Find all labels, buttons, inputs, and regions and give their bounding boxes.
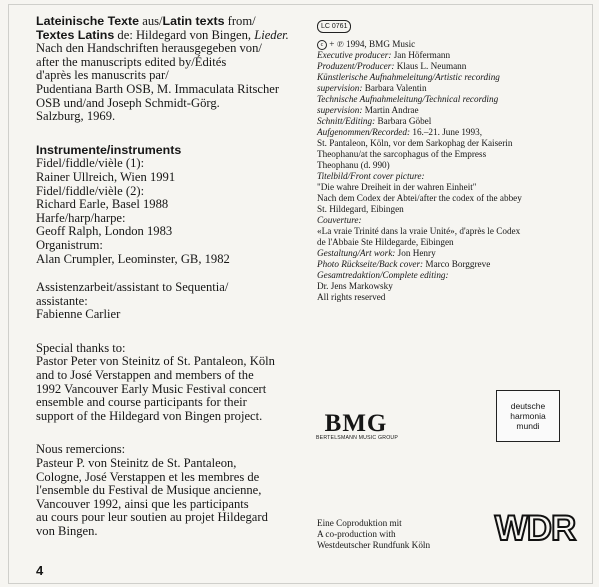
credit-value: Marco Borggreve: [423, 259, 491, 269]
copyright-line: [317, 39, 587, 50]
credit-line: [317, 204, 587, 215]
text-line: and to José Verstappen and members of the: [36, 368, 254, 383]
credit-line: [317, 61, 587, 72]
text-line: Pastor Peter von Steinitz of St. Pantaleon, Köln: [36, 354, 275, 369]
text-line: Richard Earle, Basel 1988: [36, 197, 169, 212]
credit-value: All rights reserved: [317, 292, 386, 302]
credit-value: Nach dem Codex der Abtei/after the codex of the abbey: [317, 193, 522, 203]
credit-line: [317, 182, 587, 193]
text-line: Rainer Ullreich, Wien 1991: [36, 169, 176, 184]
credit-line: [317, 149, 587, 160]
credit-value: Jon Henry: [395, 248, 436, 258]
text-line: Eine Coproduktion mit: [317, 518, 402, 528]
text-line: d'après les manuscrits par/: [36, 68, 169, 83]
right-column: [317, 15, 587, 303]
credit-role: Künstlerische Aufnahmeleitung/Artistic recording: [317, 72, 500, 82]
credit-value: Dr. Jens Markowsky: [317, 281, 393, 291]
page-number: 4: [36, 563, 44, 578]
text-line: Assistenzarbeit/assistant to Sequentia/: [36, 280, 229, 295]
credit-line: [317, 116, 587, 127]
latin-texts-from: from/: [224, 14, 256, 28]
bmg-logo: [316, 410, 399, 442]
credit-value: «La vraie Trinité dans la vraie Unité», d'après le Codex: [317, 226, 521, 236]
credit-value: St. Pantaleon, Köln, vor dem Sarkophag der Kaiserin: [317, 138, 513, 148]
text-line: von Bingen.: [36, 524, 98, 538]
text-line: ensemble and course participants for their: [36, 395, 247, 410]
credit-role: Titelbild/Front cover picture:: [317, 171, 425, 181]
credit-value: Barbara Valentin: [362, 83, 427, 93]
text-line: l'ensemble du Festival de Musique ancienne,: [36, 483, 262, 498]
instruments-block: [36, 144, 306, 266]
latin-texts-label: Lateinische Texte: [36, 14, 140, 28]
credit-value: de l'Abbaie Ste Hildegarde, Eibingen: [317, 237, 454, 247]
credit-line: [317, 94, 587, 105]
credit-value: Jan Höfermann: [391, 50, 451, 60]
text-line: Special thanks to:: [36, 340, 126, 355]
text-line: Cologne, José Verstappen et les membres de: [36, 469, 260, 484]
text-line: Geoff Ralph, London 1983: [36, 224, 173, 239]
credit-role: Gestaltung/Art work:: [317, 248, 396, 258]
credit-line: [317, 237, 587, 248]
latin-texts-label-en: Latin texts: [162, 14, 225, 28]
credit-line: [317, 248, 587, 259]
credits-block: [317, 39, 587, 303]
credit-line: [317, 127, 587, 138]
credit-value: Klaus L. Neumann: [394, 61, 467, 71]
text-line: 1992 Vancouver Early Music Festival concert: [36, 381, 267, 396]
text-line: Fidel/fiddle/vièle (1):: [36, 156, 145, 171]
copyright-text: + ℗ 1994, BMG Music: [329, 39, 416, 49]
text-line: A co-production with: [317, 529, 396, 539]
credit-value: St. Hildegard, Eibingen: [317, 204, 404, 214]
credit-line: [317, 138, 587, 149]
thanks-en-block: [36, 342, 306, 424]
text-line: Alan Crumpler, Leominster, GB, 1982: [36, 251, 230, 266]
credit-role: Schnitt/Editing:: [317, 116, 376, 126]
text-line: assistante:: [36, 293, 88, 308]
text-line: Pasteur P. von Steinitz de St. Pantaleon,: [36, 456, 237, 471]
text-line: Nous remercions:: [36, 442, 126, 457]
credit-line: [317, 50, 587, 61]
text-line: support of the Hildegard von Bingen project.: [36, 408, 263, 423]
credit-value: Barbara Göbel: [375, 116, 432, 126]
credit-line: [317, 259, 587, 270]
credit-role: Produzent/Producer:: [317, 61, 395, 71]
latin-texts-block: [36, 15, 306, 124]
latin-texts-lieder: Lieder.: [254, 27, 289, 42]
credit-line: [317, 72, 587, 83]
credit-role: Photo Rückseite/Back cover:: [317, 259, 424, 269]
label-code-badge: [317, 20, 351, 33]
latin-texts-label-fr: Textes Latins: [36, 27, 115, 42]
credit-value: Theophanu (d. 990): [317, 160, 390, 170]
credit-line: [317, 171, 587, 182]
credit-line: [317, 105, 587, 116]
latin-texts-sep: aus/: [139, 14, 163, 28]
credit-role: supervision:: [317, 105, 363, 115]
instruments-heading: Instrumente/instruments: [36, 142, 182, 157]
assistant-block: [36, 281, 306, 322]
thanks-fr-block: [36, 443, 306, 538]
text-line: Organistrum:: [36, 237, 103, 252]
text-line: Fidel/fiddle/vièle (2):: [36, 183, 145, 198]
logo-line: mundi: [516, 421, 540, 431]
credit-role: Gesamtredaktion/Complete editing:: [317, 270, 449, 280]
credit-role: Aufgenommen/Recorded:: [317, 127, 411, 137]
credit-role: Technische Aufnahmeleitung/Technical recording: [317, 94, 499, 104]
text-line: Vancouver 1992, ainsi que les participants: [36, 496, 249, 511]
label-code-text: LC 0761: [321, 23, 348, 30]
harmonia-mundi-logo: [496, 390, 560, 442]
latin-texts-source: de: Hildegard von Bingen,: [114, 27, 255, 42]
left-column: [36, 15, 306, 559]
logo-line: deutsche: [510, 401, 546, 411]
text-line: OSB und/and Joseph Schmidt-Görg.: [36, 95, 220, 110]
credit-line: [317, 160, 587, 171]
text-line: Fabienne Carlier: [36, 307, 121, 322]
credit-role: Couverture:: [317, 215, 362, 225]
credit-line: [317, 83, 587, 94]
text-line: after the manuscripts edited by/Édités: [36, 54, 227, 69]
credit-line: [317, 292, 587, 303]
credit-value: 16.–21. June 1993,: [410, 127, 483, 137]
text-line: Nach den Handschriften herausgegeben von/: [36, 41, 262, 56]
bmg-logo-subtitle: BERTELSMANN MUSIC GROUP: [316, 435, 399, 441]
wdr-logo: WDR: [494, 509, 576, 548]
credit-value: Theophanu/at the sarcophagus of the Empress: [317, 149, 487, 159]
text-line: au cours pour leur soutien au projet Hildegard: [36, 510, 268, 525]
credit-value: Martin Andrae: [362, 105, 419, 115]
credit-line: [317, 270, 587, 281]
bmg-logo-text: BMG: [324, 410, 388, 437]
text-line: Pudentiana Barth OSB, M. Immaculata Ritscher: [36, 81, 280, 96]
credit-line: [317, 226, 587, 237]
credit-line: [317, 281, 587, 292]
copyright-c-icon: c: [317, 40, 327, 50]
credit-role: Executive producer:: [317, 50, 392, 60]
text-line: Harfe/harp/harpe:: [36, 210, 126, 225]
credit-value: "Die wahre Dreiheit in der wahren Einheit": [317, 182, 477, 192]
logo-line: harmonia: [510, 411, 546, 421]
coproduction-text: [317, 518, 430, 551]
credit-line: [317, 193, 587, 204]
credit-line: [317, 215, 587, 226]
credit-role: supervision:: [317, 83, 363, 93]
text-line: Westdeutscher Rundfunk Köln: [317, 540, 431, 550]
text-line: Salzburg, 1969.: [36, 109, 116, 124]
